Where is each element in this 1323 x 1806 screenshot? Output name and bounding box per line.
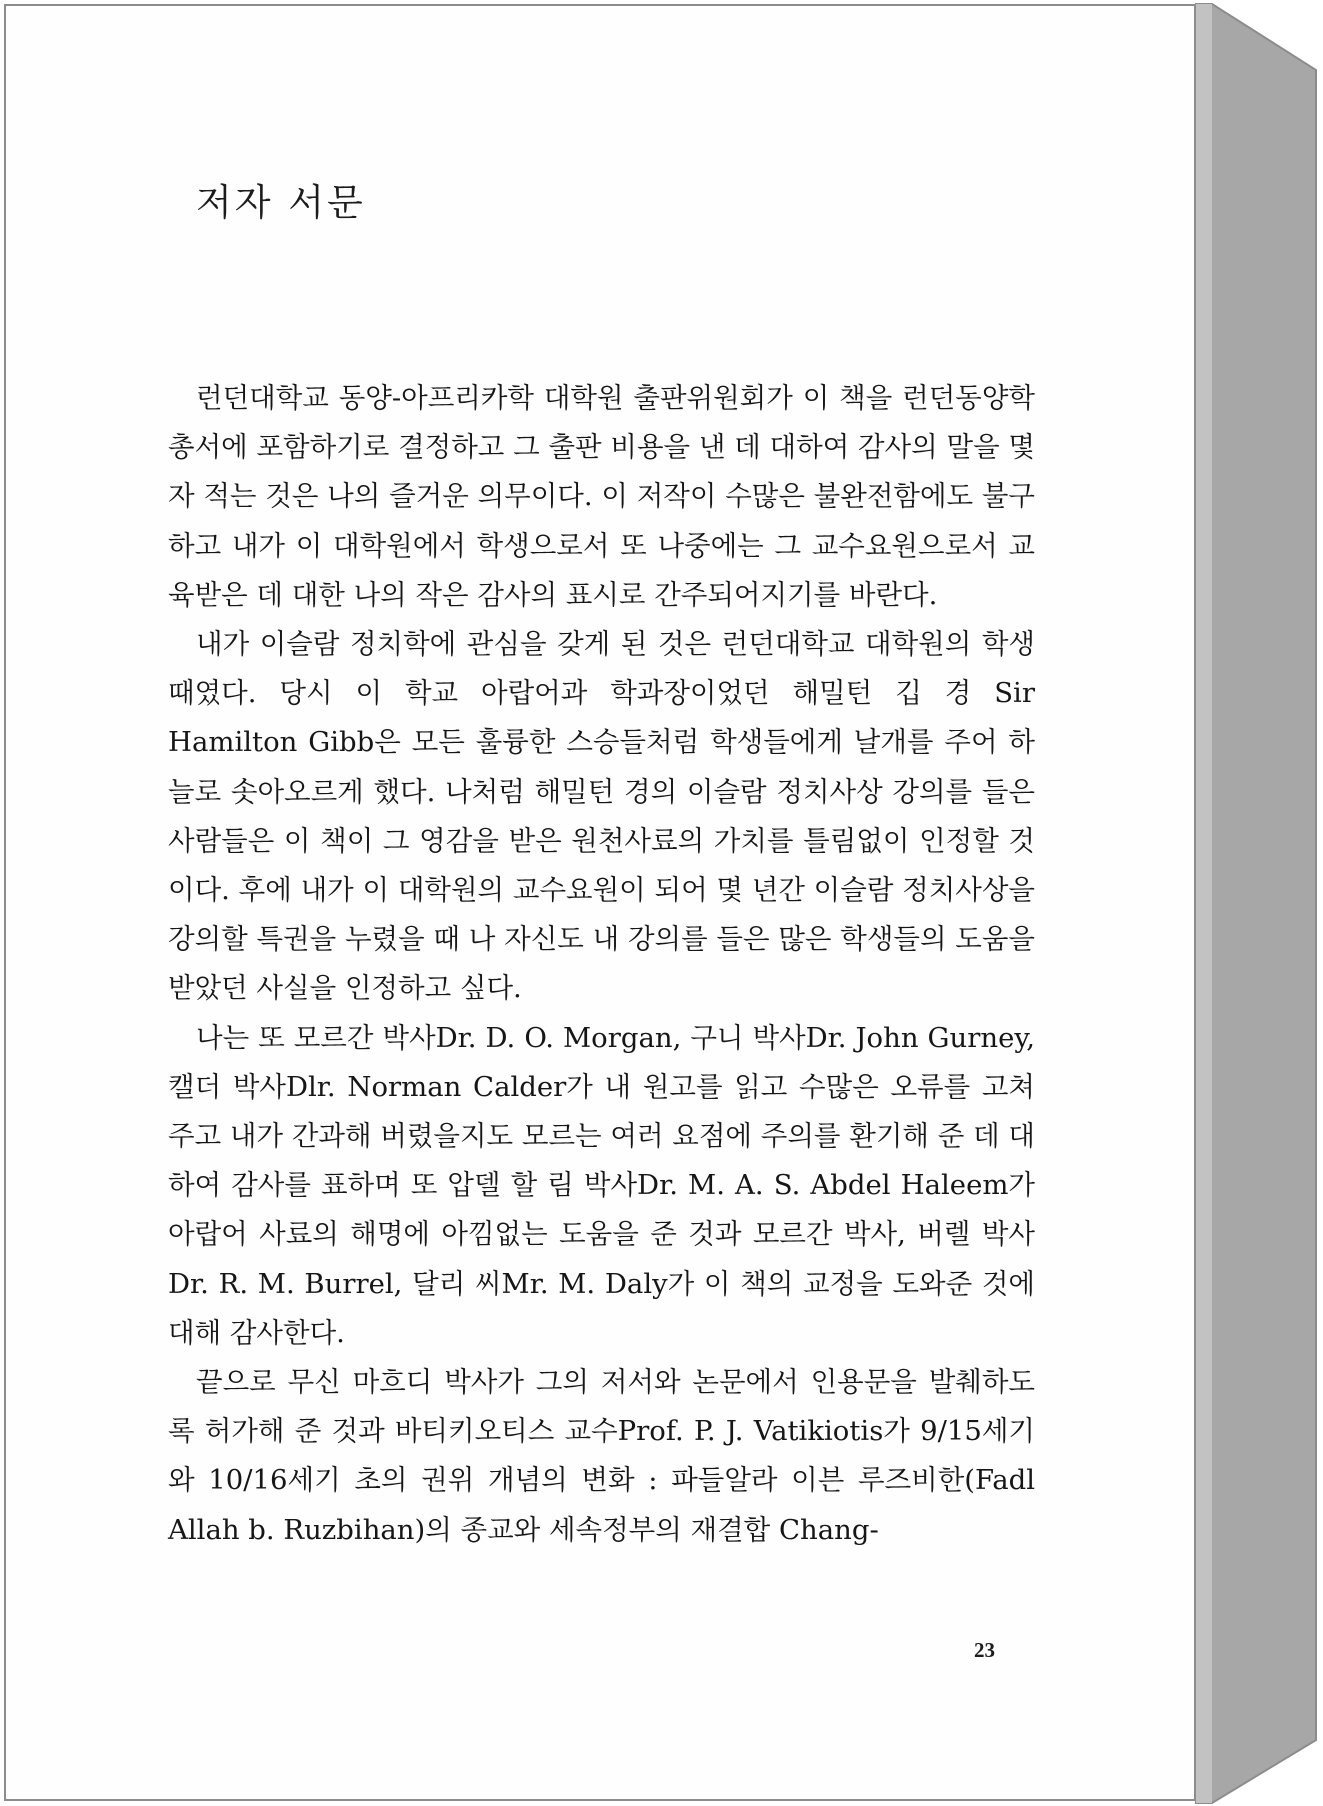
paragraph: 끝으로 무신 마흐디 박사가 그의 저서와 논문에서 인용문을 발췌하도록 허가해 준 것과 바티키오티스 교수Prof. P. J. Vatikiotis가 9/15세기와 10/16세기 초의 권위 개념의 변화 : 파들알라 이븐 루즈비한(Fadl Allah b. Ruzbihan)의 종교와 세속정부의 재결합 Chang- <box>168 1366 1035 1546</box>
paragraph: 런던대학교 동양-아프리카학 대학원 출판위원회가 이 책을 런던동양학 총서에 포함하기로 결정하고 그 출판 비용을 낸 데 대하여 감사의 말을 몇 자 적는 것은 나의 즐거운 의무이다. 이 저작이 수많은 불완전함에도 불구하고 내가 이 대학원에서 학생으로서 또 나중에는 그 교수요원으로서 교육받은 데 대한 나의 작은 감사의 표시로 간주되어지기를 바란다. <box>168 382 1035 611</box>
page-number: 23 <box>974 1638 995 1662</box>
document-page <box>4 4 1196 1801</box>
paragraph: 내가 이슬람 정치학에 관심을 갖게 된 것은 런던대학교 대학원의 학생 때였다. 당시 이 학교 아랍어과 학과장이었던 해밀턴 깁 경 Sir Hamilton Gibb은 모든 훌륭한 스승들처럼 학생들에게 날개를 주어 하늘로 솟아오르게 했다. 나처럼 해밀턴 경의 이슬람 정치사상 강의를 들은 사람들은 이 책이 그 영감을 받은 원천사료의 가치를 틀림없이 인정할 것이다. 후에 내가 이 대학원의 교수요원이 되어 몇 년간 이슬람 정치사상을 강의할 특권을 누렸을 때 나 자신도 내 강의를 들은 많은 학생들의 도움을 받았던 사실을 인정하고 싶다. <box>168 628 1035 1005</box>
body-text <box>168 374 1035 1555</box>
paragraph: 나는 또 모르간 박사Dr. D. O. Morgan, 구니 박사Dr. John Gurney, 캘더 박사Dlr. Norman Calder가 내 원고를 읽고 수많은 오류를 고쳐 주고 내가 간과해 버렸을지도 모르는 여러 요점에 주의를 환기해 준 데 대하여 감사를 표하며 또 압델 할 림 박사Dr. M. A. S. Abdel Haleem가 아랍어 사료의 해명에 아낌없는 도움을 준 것과 모르간 박사, 버렐 박사Dr. R. M. Burrel, 달리 씨Mr. M. Daly가 이 책의 교정을 도와준 것에 대해 감사한다. <box>168 1021 1035 1349</box>
page-heading: 저자 서문 <box>196 181 366 224</box>
